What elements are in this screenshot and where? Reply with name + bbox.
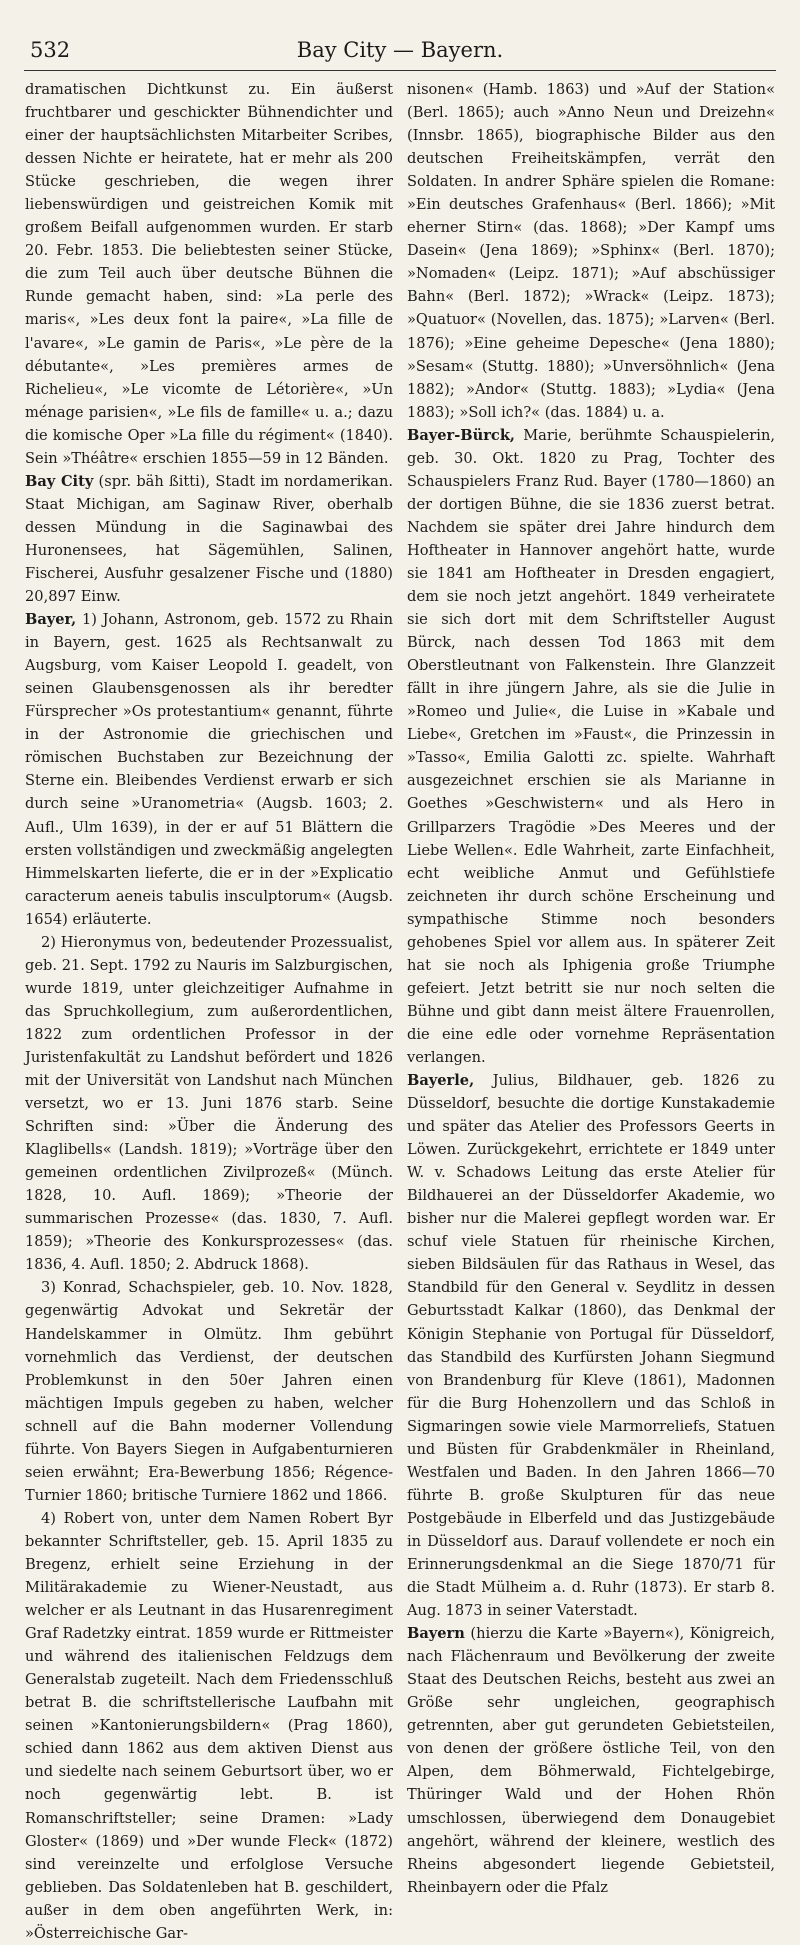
paragraph xyxy=(407,424,775,1069)
left-column xyxy=(25,78,393,1942)
entry-text: Julius, Bildhauer, geb. 1826 zu Düsseldorf, besuchte die dortige Kunstakademie und später das Atelier des Professors Geerts in Löwen. Zurückgekehrt, errichtete er 1849 unter W. v. Schadows Leitung das erste Atelier für Bildhauerei an der Düsseldorfer Akademie, wo bisher nur die Malerei gepflegt worden war. Er schuf viele Statuen für rheinische Kirchen, sieben Bildsäulen für das Rathaus in Wesel, das Standbild für den General v. Seydlitz in dessen Geburtsstadt Kalkar (1860), das Denkmal der Königin Stephanie von Portugal für Düsseldorf, das Standbild des Kurfürsten Johann Siegmund von Brandenburg für Kleve (1861), Madonnen für die Burg Hohenzollern und das Schloß in Sigmaringen sowie viele Marmorreliefs, Statuen und Büsten für Grabdenkmäler in Rheinland, Westfalen und Baden. In den Jahren 1866—70 führte B. große Skulpturen für das neue Postgebäude in Elberfeld und das Justizgebäude in Düsseldorf aus. Darauf vollendete er noch ein Erinnerungsdenkmal an die Siege 1870/71 für die Stadt Mülheim a. d. Ruhr (1873). Er starb 8. Aug. 1873 in seiner Vaterstadt. xyxy=(407,1072,775,1620)
entry-headword: Bayer, xyxy=(25,611,77,629)
entry-text: Marie, berühmte Schauspielerin, geb. 30. Okt. 1820 zu Prag, Tochter des Schauspielers Franz Rud. Bayer (1780—1860) an der dortigen Bühne, die sie 1836 zuerst betrat. Nachdem sie später drei Jahre hindurch dem Hoftheater in Hannover angehört hatte, wurde sie 1841 am Hoftheater in Dresden engagiert, dem sie noch jetzt angehört. 1849 verheiratete sie sich dort mit dem Schriftsteller August Bürck, nach dessen Tod 1863 mit dem Oberstleutnant von Falkenstein. Ihre Glanzzeit fällt in ihre jüngern Jahre, als sie die Julie in »Romeo und Julie«, die Luise in »Kabale und Liebe«, Gretchen im »Faust«, die Prinzessin in »Tasso«, Emilia Galotti zc. spielte. Wahrhaft ausgezeichnet erschien sie als Marianne in Goethes »Geschwistern« und als Hero in Grillparzers Tragödie »Des Meeres und der Liebe Wellen«. Edle Wahrheit, zarte Einfachheit, echt weibliche Anmut und Gefühlstiefe zeichneten ihr durch schöne Erscheinung und sympathische Stimme noch besonders gehobenes Spiel vor allem aus. In späterer Zeit hat sie noch als Iphigenia große Triumphe gefeiert. Jetzt betritt sie nur noch selten die Bühne und gibt dann meist ältere Frauenrollen, die eine edle oder vornehme Repräsentation verlangen. xyxy=(407,426,775,1066)
entry-headword: Bayer-Bürck, xyxy=(407,426,516,444)
paragraph xyxy=(25,78,393,470)
entry-text: 4) Robert von, unter dem Namen Robert Byr bekannter Schriftsteller, geb. 15. April 1835 zu Bregenz, erhielt seine Erziehung in der Militärakademie zu Wiener-Neustadt, aus welcher er als Leutnant in das Husarenregiment Graf Radetzky eintrat. 1859 wurde er Rittmeister und während des italienischen Feldzugs dem Generalstab zugeteilt. Nach dem Friedensschluß betrat B. die schriftstellerische Laufbahn mit seinen »Kantonierungsbildern« (Prag 1860), schied dann 1862 aus dem aktiven Dienst aus und siedelte nach seinem Geburtsort über, wo er noch gegenwärtig lebt. B. ist Romanschriftsteller; seine Dramen: »Lady Gloster« (1869) und »Der wunde Fleck« (1872) sind vereinzelte und erfolglose Versuche geblieben. Das Soldatenleben hat B. geschildert, außer in dem oben angeführten Werk, in: »Österreichische Gar- xyxy=(25,1509,393,1942)
entry-text: 1) Johann, Astronom, geb. 1572 zu Rhain in Bayern, gest. 1625 als Rechtsanwalt zu Augsburg, vom Kaiser Leopold I. geadelt, von seinen Glaubensgenossen als ihr beredter Fürsprecher »Os protestantium« genannt, führte in der Astronomie die griechischen und römischen Buchstaben zur Bezeichnung der Sterne ein. Bleibendes Verdienst erwarb er sich durch seine »Uranometria« (Augsb. 1603; 2. Aufl., Ulm 1639), in der er auf 51 Blättern die ersten vollständigen und zweckmäßig angelegten Himmelskarten lieferte, die er in der »Explicatio caracterum aeneis tabulis insculptorum« (Augsb. 1654) erläuterte. xyxy=(25,611,393,928)
entry-text: 3) Konrad, Schachspieler, geb. 10. Nov. 1828, gegenwärtig Advokat und Sekretär der Handelskammer in Olmütz. Ihm gebührt vornehmlich das Verdienst, der deutschen Problemkunst in den 50er Jahren einen mächtigen Impuls gegeben zu haben, welcher schnell auf die Bahn moderner Vollendung führte. Von Bayers Siegen in Aufgabenturnieren seien erwähnt; Era-Bewerbung 1856; Régence-Turnier 1860; britische Turniere 1862 und 1866. xyxy=(25,1279,393,1504)
paragraph xyxy=(25,470,393,608)
right-column xyxy=(407,78,775,1896)
entry-headword: Bayern xyxy=(407,1625,465,1643)
paragraph xyxy=(407,78,775,424)
page-number: 532 xyxy=(30,38,71,62)
entry-text: (hierzu die Karte »Bayern«), Königreich, nach Flächenraum und Bevölkerung der zweite Staat des Deutschen Reichs, besteht aus zwei an Größe sehr ungleichen, geographisch getrennten, aber gut gerundeten Gebietsteilen, von denen der größere östliche Teil, von den Alpen, dem Böhmerwald, Fichtelgebirge, Thüringer Wald und der Hohen Rhön umschlossen, überwiegend dem Donaugebiet angehört, während der kleinere, westlich des Rheins abgesondert liegende Gebietsteil, Rheinbayern oder die Pfalz xyxy=(407,1625,775,1896)
entry-text: nisonen« (Hamb. 1863) und »Auf der Station« (Berl. 1865); auch »Anno Neun und Dreizehn« (Innsbr. 1865), biographische Bilder aus den deutschen Freiheitskämpfen, verrät den Soldaten. In andrer Sphäre spielen die Romane: »Ein deutsches Grafenhaus« (Berl. 1866); »Mit eherner Stirn« (das. 1868); »Der Kampf ums Dasein« (Jena 1869); »Sphinx« (Berl. 1870); »Nomaden« (Leipz. 1871); »Auf abschüssiger Bahn« (Berl. 1872); »Wrack« (Leipz. 1873); »Quatuor« (Novellen, das. 1875); »Larven« (Berl. 1876); »Eine geheime Depesche« (Jena 1880); »Sesam« (Stuttg. 1880); »Unversöhnlich« (Jena 1882); »Andor« (Stuttg. 1883); »Lydia« (Jena 1883); »Soll ich?« (das. 1884) u. a. xyxy=(407,81,775,421)
running-title: Bay City — Bayern. xyxy=(296,38,504,62)
paragraph xyxy=(25,1276,393,1506)
paragraph xyxy=(407,1622,775,1899)
entry-headword: Bayerle, xyxy=(407,1072,475,1090)
paragraph xyxy=(25,608,393,931)
entry-text: (spr. bäh ßitti), Stadt im nordamerikan. Staat Michigan, am Saginaw River, oberhalb dessen Mündung in die Saginawbai des Huronensees, hat Sägemühlen, Salinen, Fischerei, Ausfuhr gesalzener Fische und (1880) 20,897 Einw. xyxy=(25,472,393,606)
entry-text: 2) Hieronymus von, bedeutender Prozessualist, geb. 21. Sept. 1792 zu Nauris im Salzburgischen, wurde 1819, unter gleichzeitiger Aufnahme in das Spruchkollegium, zum außerordentlichen, 1822 zum ordentlichen Professor in der Juristenfakultät zu Landshut befördert und 1826 mit der Universität von Landshut nach München versetzt, wo er 13. Juni 1876 starb. Seine Schriften sind: »Über die Änderung des Klaglibells« (Landsh. 1819); »Vorträge über den gemeinen ordentlichen Zivilprozeß« (Münch. 1828, 10. Aufl. 1869); »Theorie der summarischen Prozesse« (das. 1830, 7. Aufl. 1859); »Theorie des Konkursprozesses« (das. 1836, 4. Aufl. 1850; 2. Abdruck 1868). xyxy=(25,933,393,1274)
page-header xyxy=(22,38,778,68)
paragraph xyxy=(407,1069,775,1622)
header-rule xyxy=(24,70,776,71)
paragraph xyxy=(25,1507,393,1945)
entry-text: dramatischen Dichtkunst zu. Ein äußerst fruchtbarer und geschickter Bühnendichter und einer der hauptsächlichsten Mitarbeiter Scribes, dessen Nichte er heiratete, hat er mehr als 200 Stücke geschrieben, die wegen ihrer liebenswürdigen und geistreichen Komik mit großem Beifall aufgenommen wurden. Er starb 20. Febr. 1853. Die beliebtesten seiner Stücke, die zum Teil auch über deutsche Bühnen die Runde gemacht haben, sind: »La perle des maris«, »Les deux font la paire«, »La fille de l'avare«, »Le gamin de Paris«, »Le père de la débutante«, »Les premières armes de Richelieu«, »Le vicomte de Létorière«, »Un ménage parisien«, »Le fils de famille« u. a.; dazu die komische Oper »La fille du régiment« (1840). Sein »Théâtre« erschien 1855—59 in 12 Bänden. xyxy=(25,81,393,467)
paragraph xyxy=(25,931,393,1277)
entry-headword: Bay City xyxy=(25,472,94,490)
